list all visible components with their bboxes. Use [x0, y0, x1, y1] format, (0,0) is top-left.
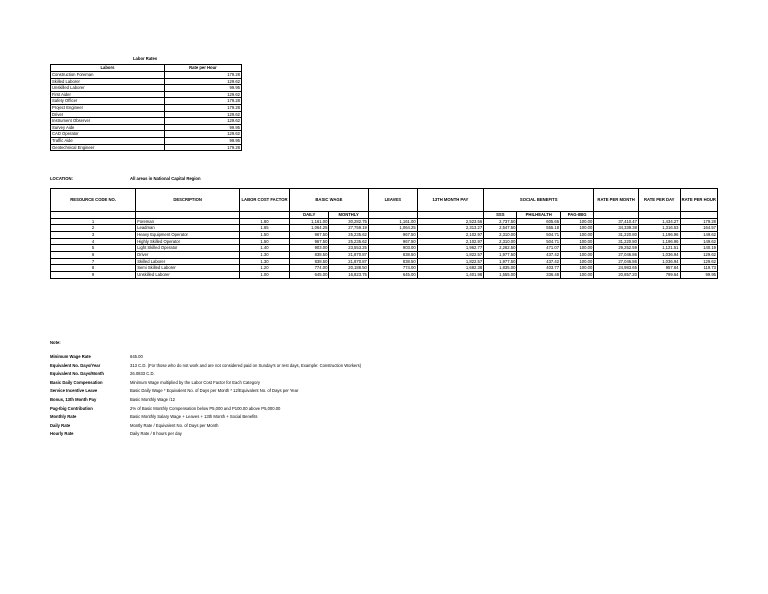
labor-rate-value: 179.28 [164, 144, 241, 151]
labor-name: Construction Foreman [51, 72, 165, 79]
pagibig-cell: 100.00 [561, 265, 594, 272]
rate-per-day-header: RATE PER DAY [638, 189, 680, 212]
labor-name: Project Engineer [51, 104, 165, 111]
sss-cell: 2,547.50 [484, 225, 517, 232]
sss-cell: 1,555.00 [484, 272, 517, 279]
rate-per-hour-cell: 149.62 [680, 238, 718, 245]
pagibig-cell: 100.00 [561, 231, 594, 238]
labor-rate-row [51, 118, 242, 125]
labor-rate-row [51, 98, 242, 105]
philhealth-cell: 336.48 [517, 272, 561, 279]
labor-rate-value: 129.62 [164, 111, 241, 118]
rate-per-day-cell: 799.64 [638, 272, 680, 279]
rate-per-month-cell: 29,252.59 [594, 245, 639, 252]
labors-header: Labors [51, 65, 165, 72]
rate-per-month-cell: 37,410.47 [594, 218, 639, 225]
labor-name: Driver [51, 111, 165, 118]
monthly-wage-cell: 21,870.87 [329, 258, 368, 265]
monthly-wage-cell: 20,188.50 [329, 265, 368, 272]
thirteenth-month-pay-cell: 2,102.97 [417, 238, 483, 245]
daily-wage-cell: 774.00 [289, 265, 328, 272]
rate-per-day-cell: 1,316.53 [638, 225, 680, 232]
resource-code-cell: 1 [51, 218, 136, 225]
resource-code-cell: 8 [51, 265, 136, 272]
rate-per-month-cell: 34,339.38 [594, 225, 639, 232]
monthly-wage-cell: 27,759.19 [329, 225, 368, 232]
note-term: Bonus, 13th Month Pay [50, 397, 97, 402]
labor-rate-value: 99.95 [164, 137, 241, 144]
monthly-wage-cell: 16,823.75 [329, 272, 368, 279]
resource-code-cell: 5 [51, 245, 136, 252]
labor-cost-factor-cell: 1.80 [240, 218, 290, 225]
table-row [51, 251, 718, 258]
pagibig-cell: 100.00 [561, 225, 594, 232]
labor-rate-value: 129.62 [164, 78, 241, 85]
daily-wage-cell: 838.50 [289, 251, 328, 258]
table-row [51, 231, 718, 238]
labor-rate-value: 179.28 [164, 98, 241, 105]
labor-name: Survey Aide [51, 124, 165, 131]
sss-cell: 1,977.50 [484, 258, 517, 265]
description-cell: Heavy Equipment Operator [136, 231, 240, 238]
pagibig-cell: 100.00 [561, 272, 594, 279]
labor-rate-value: 129.62 [164, 118, 241, 125]
labor-rate-row [51, 111, 242, 118]
monthly-wage-cell: 25,235.62 [329, 238, 368, 245]
labor-rate-row [51, 85, 242, 92]
note-definition: Montly Rate / Equivalent No. of Days per Month [130, 422, 219, 428]
thirteenth-month-pay-cell: 2,313.27 [417, 225, 483, 232]
philhealth-cell: 555.18 [517, 225, 561, 232]
table-row [51, 218, 718, 225]
leaves-cell: 903.00 [368, 245, 417, 252]
labor-rate-value: 129.62 [164, 91, 241, 98]
resource-code-cell: 9 [51, 272, 136, 279]
table-row [51, 272, 718, 279]
rate-per-month-cell: 20,857.20 [594, 272, 639, 279]
labor-rate-value: 179.28 [164, 72, 241, 79]
leaves-header: LEAVES [368, 189, 417, 212]
resource-code-cell: 4 [51, 238, 136, 245]
rate-per-hour-header: Rate per Hour [164, 65, 241, 72]
leaves-cell: 967.50 [368, 238, 417, 245]
note-term: Pag-Ibig Contribution [50, 405, 93, 411]
pagibig-cell: 100.00 [561, 258, 594, 265]
resource-code-cell: 7 [51, 258, 136, 265]
note-term: Service Incentive Leave [50, 388, 98, 394]
thirteenth-month-pay-cell: 1,682.38 [417, 265, 483, 272]
table-row [51, 225, 718, 232]
note-definition: Minimum Wage multiplied by the Labor Cost Factor for Each Category [130, 379, 260, 385]
leaves-cell: 838.50 [368, 251, 417, 258]
rate-per-month-cell: 24,983.65 [594, 265, 639, 272]
location-value: All areas in National Capital Region [130, 176, 201, 181]
labor-cost-factor-cell: 1.00 [240, 272, 290, 279]
note-definition: 26.0833 C.D. [130, 371, 155, 377]
labor-cost-table [50, 188, 718, 279]
note-definition: Daily Rate / 8 hours per day [130, 431, 182, 437]
resource-code-cell: 3 [51, 231, 136, 238]
thirteenth-month-pay-cell: 1,962.77 [417, 245, 483, 252]
description-cell: Foreman [136, 218, 240, 225]
labor-rate-value: 99.95 [164, 85, 241, 92]
thirteenth-month-pay-cell: 1,822.57 [417, 251, 483, 258]
description-header: DESCRIPTION [136, 189, 240, 212]
monthly-wage-cell: 25,235.62 [329, 231, 368, 238]
labor-name: Geotechnical Engineer [51, 144, 165, 151]
resource-code-header: RESOURCE CODE NO. [51, 189, 136, 212]
social-benefits-header: SOCIAL BENEFITS [484, 189, 594, 212]
labor-cost-factor-cell: 1.30 [240, 258, 290, 265]
labor-rate-value: 129.62 [164, 131, 241, 138]
rate-per-hour-cell: 129.62 [680, 251, 718, 258]
basic-wage-header: BASIC WAGE [289, 189, 368, 212]
pagibig-cell: 100.00 [561, 238, 594, 245]
philhealth-cell: 471.07 [517, 245, 561, 252]
labor-cost-factor-cell: 1.40 [240, 245, 290, 252]
labor-cost-factor-cell: 1.20 [240, 265, 290, 272]
daily-header: DAILY [289, 212, 328, 219]
sss-cell: 2,737.50 [484, 218, 517, 225]
pagibig-cell: 100.00 [561, 251, 594, 258]
labor-name: First Aider [51, 91, 165, 98]
daily-wage-cell: 1,161.00 [289, 218, 328, 225]
rate-per-day-cell: 1,121.51 [638, 245, 680, 252]
philhealth-cell: 605.66 [517, 218, 561, 225]
description-cell: Unskilled Laborer [136, 272, 240, 279]
philhealth-cell: 504.71 [517, 238, 561, 245]
labor-rate-row [51, 104, 242, 111]
rate-per-month-cell: 27,046.86 [594, 258, 639, 265]
rate-per-hour-cell: 179.28 [680, 218, 718, 225]
rate-per-day-cell: 1,196.96 [638, 231, 680, 238]
labor-rates-title: Labor Rates [133, 56, 158, 61]
labor-name: Skilled Laborer [51, 78, 165, 85]
leaves-cell: 838.50 [368, 258, 417, 265]
daily-wage-cell: 967.50 [289, 231, 328, 238]
location-label: LOCATION: [50, 176, 73, 181]
labor-cost-factor-cell: 1.50 [240, 231, 290, 238]
sss-header: SSS [484, 212, 517, 219]
labor-rate-row [51, 91, 242, 98]
description-cell: Leadman [136, 225, 240, 232]
daily-wage-cell: 645.00 [289, 272, 328, 279]
philhealth-cell: 403.77 [517, 265, 561, 272]
note-term: Hourly Rate [50, 431, 74, 437]
description-cell: Driver [136, 251, 240, 258]
sss-cell: 1,835.00 [484, 265, 517, 272]
rate-per-hour-cell: 149.62 [680, 231, 718, 238]
leaves-cell: 645.00 [368, 272, 417, 279]
labor-cost-factor-header: LABOR COST FACTOR [240, 189, 290, 212]
rate-per-month-cell: 31,220.80 [594, 231, 639, 238]
sss-cell: 1,977.50 [484, 251, 517, 258]
labor-name: Unskilled Laborer [51, 85, 165, 92]
rate-per-hour-cell: 140.19 [680, 245, 718, 252]
labor-cost-factor-cell: 1.50 [240, 238, 290, 245]
resource-code-cell: 6 [51, 251, 136, 258]
description-cell: Semi Skilled Laborer [136, 265, 240, 272]
rate-per-month-cell: 31,220.80 [594, 238, 639, 245]
resource-code-cell: 2 [51, 225, 136, 232]
rate-per-day-cell: 1,036.94 [638, 258, 680, 265]
labor-rate-value: 99.95 [164, 124, 241, 131]
description-cell: Skilled Laborer [136, 258, 240, 265]
daily-wage-cell: 967.50 [289, 238, 328, 245]
table-row [51, 245, 718, 252]
labor-name: Traffic Aide [51, 137, 165, 144]
rate-per-day-cell: 1,036.94 [638, 251, 680, 258]
description-cell: Highly Skilled Operator [136, 238, 240, 245]
note-definition: Basic Monthly Salary Wage + Leaves + 13th Month + Social Benefits [130, 414, 258, 420]
labor-cost-factor-cell: 1.30 [240, 251, 290, 258]
leaves-cell: 967.50 [368, 231, 417, 238]
pagibig-cell: 100.00 [561, 218, 594, 225]
table-row [51, 265, 718, 272]
labor-rate-row [51, 137, 242, 144]
note-term: Monthly Rate [50, 414, 77, 420]
labor-rate-row [51, 124, 242, 131]
table-row [51, 258, 718, 265]
main-header-row [51, 189, 718, 212]
labor-rate-row [51, 131, 242, 138]
labor-rate-row [51, 72, 242, 79]
rate-per-day-cell: 957.84 [638, 265, 680, 272]
rate-per-hour-header: RATE PER HOUR [680, 189, 718, 212]
sss-cell: 2,262.50 [484, 245, 517, 252]
labor-rate-row [51, 78, 242, 85]
sss-cell: 2,310.00 [484, 231, 517, 238]
leaves-cell: 1,064.25 [368, 225, 417, 232]
labor-name: Instrument Observer [51, 118, 165, 125]
thirteenth-month-header: 13TH MONTH PAY [417, 189, 483, 212]
daily-wage-cell: 838.50 [289, 258, 328, 265]
thirteenth-month-pay-cell: 2,523.56 [417, 218, 483, 225]
philhealth-cell: 504.71 [517, 231, 561, 238]
pagibig-header: PAG-IBIG [561, 212, 594, 219]
monthly-wage-cell: 23,553.25 [329, 245, 368, 252]
note-definition: Basic Monthly Wage /12 [130, 397, 175, 402]
note-definition: 645.00 [130, 354, 143, 359]
leaves-cell: 774.00 [368, 265, 417, 272]
labor-name: Safety Officer [51, 98, 165, 105]
note-definition: 313 C.D. (For those who do not work and are not considered paid on Sunday's or rest days, Example: Construction Workers) [130, 362, 362, 368]
labor-rates-header-row [51, 65, 242, 72]
philhealth-cell: 437.42 [517, 251, 561, 258]
table-row [51, 238, 718, 245]
labor-rates-table [50, 64, 242, 151]
note-term: Daily Rate [50, 422, 71, 428]
note-term: Equivalent No. Days/Month [50, 371, 104, 377]
rate-per-hour-cell: 119.73 [680, 265, 718, 272]
labor-cost-factor-cell: 1.65 [240, 225, 290, 232]
monthly-wage-cell: 30,282.75 [329, 218, 368, 225]
thirteenth-month-pay-cell: 1,822.57 [417, 258, 483, 265]
philhealth-cell: 437.42 [517, 258, 561, 265]
sss-cell: 2,310.00 [484, 238, 517, 245]
thirteenth-month-pay-cell: 1,401.98 [417, 272, 483, 279]
leaves-cell: 1,161.00 [368, 218, 417, 225]
note-definition: Basic Daily Wage * Equivalent No. of Days per Month * 12/Equivalent No. of Days per Year [130, 388, 299, 394]
pagibig-cell: 100.00 [561, 245, 594, 252]
rate-per-month-cell: 27,046.86 [594, 251, 639, 258]
rate-per-hour-cell: 164.57 [680, 225, 718, 232]
labor-rate-row [51, 144, 242, 151]
description-cell: Light Skilled Operator [136, 245, 240, 252]
monthly-header: MONTHLY [329, 212, 368, 219]
rate-per-day-cell: 1,196.96 [638, 238, 680, 245]
rate-per-month-header: RATE PER MONTH [594, 189, 639, 212]
note-term: Equivalent No. Days/Year [50, 362, 101, 368]
rate-per-hour-cell: 99.95 [680, 272, 718, 279]
rate-per-day-cell: 1,434.27 [638, 218, 680, 225]
monthly-wage-cell: 21,870.87 [329, 251, 368, 258]
daily-wage-cell: 903.00 [289, 245, 328, 252]
daily-wage-cell: 1,064.25 [289, 225, 328, 232]
note-definition: 2% of Basic Monthly Compensation below P5,000 and P100.00 above P5,000.00 [130, 405, 281, 411]
note-term: Minimum Wage Rate [50, 354, 91, 359]
labor-rate-value: 179.28 [164, 104, 241, 111]
note-label: Note: [50, 340, 61, 345]
thirteenth-month-pay-cell: 2,102.97 [417, 231, 483, 238]
philhealth-header: PHILHEALTH [517, 212, 561, 219]
note-term: Basic Daily Compensation [50, 379, 103, 385]
rate-per-hour-cell: 129.62 [680, 258, 718, 265]
labor-name: CAD Operator [51, 131, 165, 138]
